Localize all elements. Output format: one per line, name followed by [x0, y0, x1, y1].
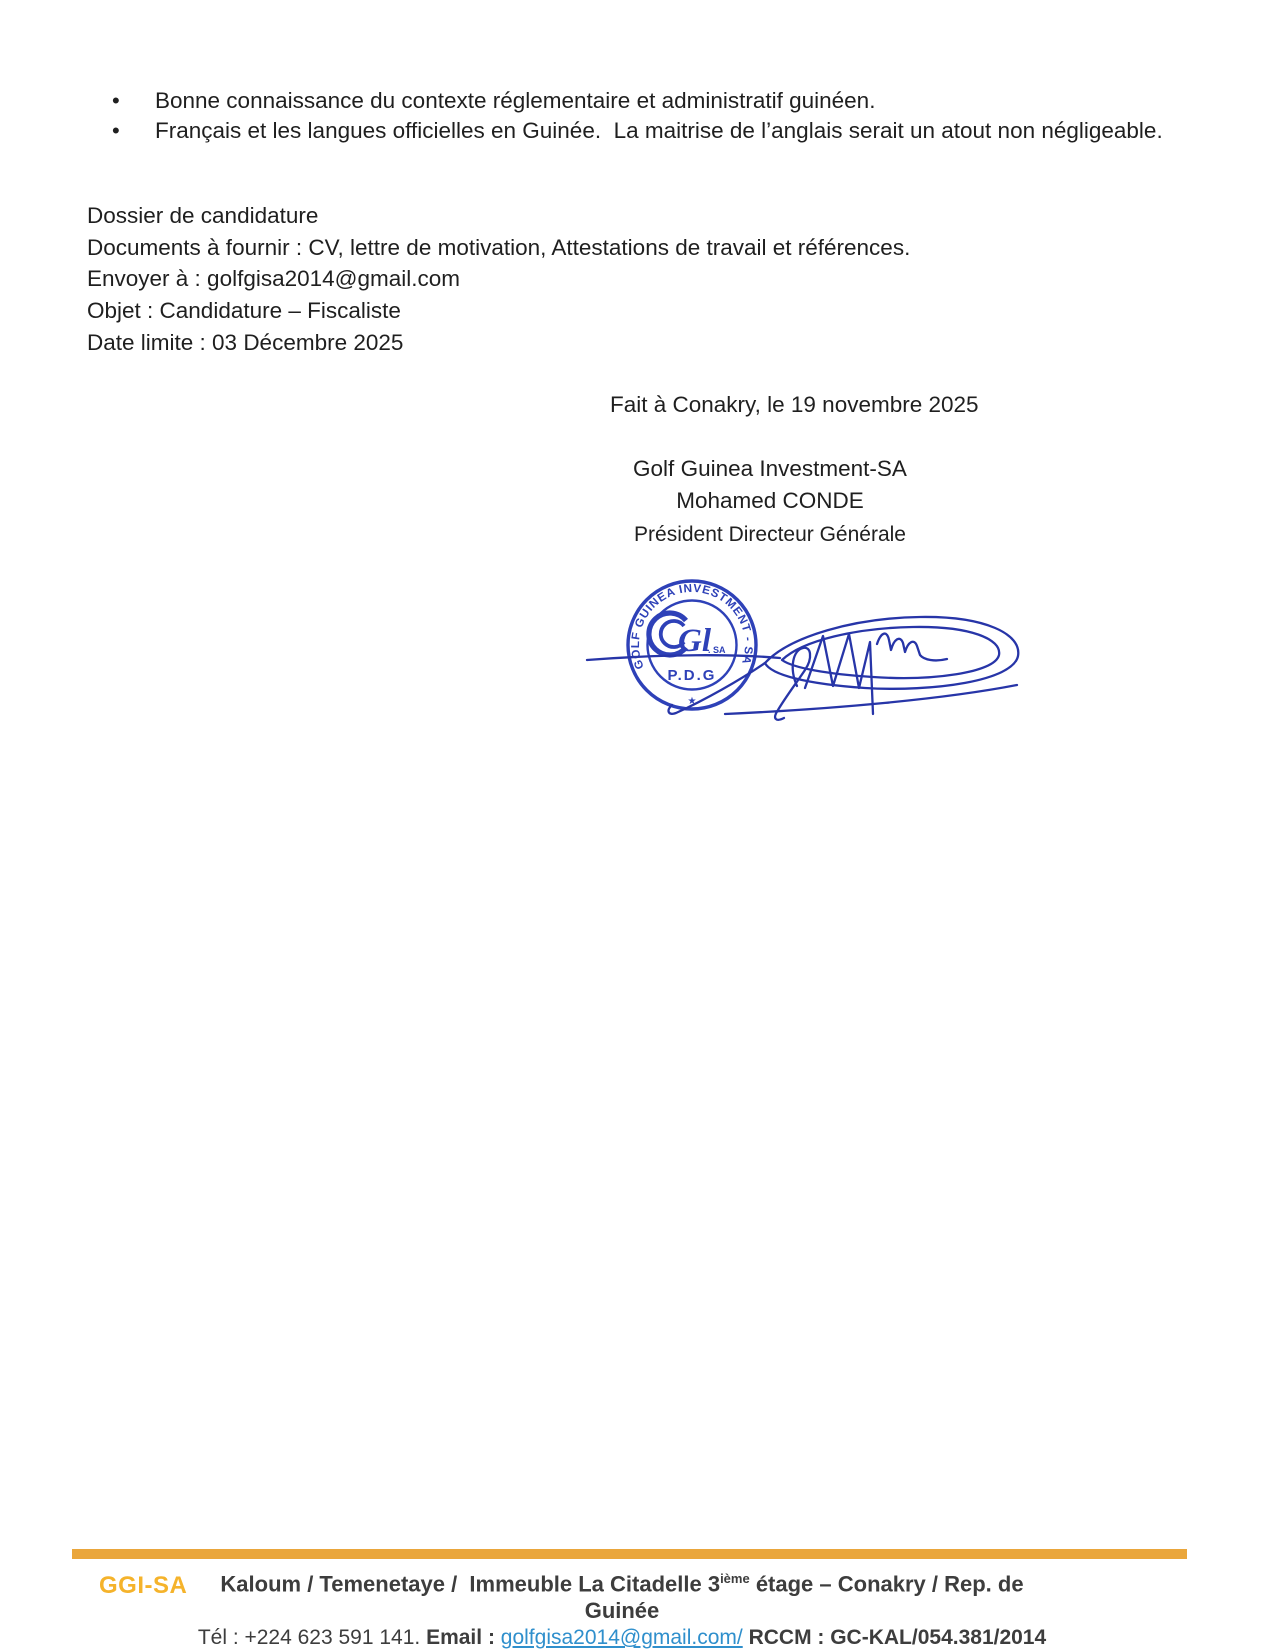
signature-title: Président Directeur Générale — [634, 523, 906, 546]
company-stamp-icon — [628, 581, 756, 709]
bullet-marker: • — [112, 88, 120, 113]
company-stamp-signature-graphic — [575, 538, 1025, 730]
footer-address-line — [182, 1565, 1062, 1624]
footer-email-link[interactable]: golfgisa2014@gmail.com/ — [500, 1626, 743, 1650]
application-deadline-line: Date limite : 03 Décembre 2025 — [87, 329, 404, 355]
footer-address-superscript: ième — [720, 1571, 750, 1586]
footer-text-block — [182, 1565, 1062, 1650]
footer-email-label: Email : — [426, 1626, 501, 1650]
stamp-logo-suffix: . SA — [708, 645, 726, 655]
bullet-item — [112, 116, 1184, 146]
application-documents-line: Documents à fournir : CV, lettre de motivation, Attestations de travail et références. — [87, 234, 911, 260]
footer-address-post: étage – Conakry / Rep. de Guinée — [584, 1571, 1030, 1624]
signature-name: Mohamed CONDE — [676, 488, 864, 513]
signature-block — [520, 456, 1020, 547]
application-subject-line: Objet : Candidature – Fiscaliste — [87, 298, 401, 324]
stamp-logo-text: Gl — [678, 623, 711, 659]
footer-tel: Tél : +224 623 591 141. — [197, 1626, 427, 1650]
application-section — [87, 200, 1187, 359]
stamp-pdg-text: P.D.G — [667, 667, 717, 684]
signature-company: Golf Guinea Investment-SA — [633, 456, 907, 481]
bullet-marker: • — [112, 118, 120, 143]
footer-rccm: RCCM : GC-KAL/054.381/2014 — [742, 1626, 1047, 1650]
dateline: Fait à Conakry, le 19 novembre 2025 — [610, 392, 979, 417]
stamp-star-icon: ★ — [687, 696, 697, 707]
footer-brand: GGI-SA — [99, 1572, 188, 1599]
application-sendto-line: Envoyer à : golfgisa2014@gmail.com — [87, 266, 461, 292]
bullet-item — [112, 86, 1184, 116]
footer-address-pre: Kaloum / Temenetaye / Immeuble La Citadelle 3 — [220, 1571, 721, 1597]
footer-accent-bar — [72, 1549, 1187, 1559]
footer-contact-line — [182, 1624, 1062, 1650]
stamp-ring-text: GOLF GUINEA INVESTMENT - SA — [629, 582, 755, 671]
bullet-text: Français et les langues officielles en Guinée. La maitrise de l’anglais serait un atout non négligeable. — [155, 118, 1163, 143]
application-heading: Dossier de candidature — [87, 203, 319, 228]
bullet-text: Bonne connaissance du contexte réglementaire et administratif guinéen. — [155, 88, 876, 113]
stamp-and-signature — [575, 538, 1025, 730]
bullet-list — [112, 86, 1184, 146]
handwritten-signature — [587, 617, 1018, 720]
